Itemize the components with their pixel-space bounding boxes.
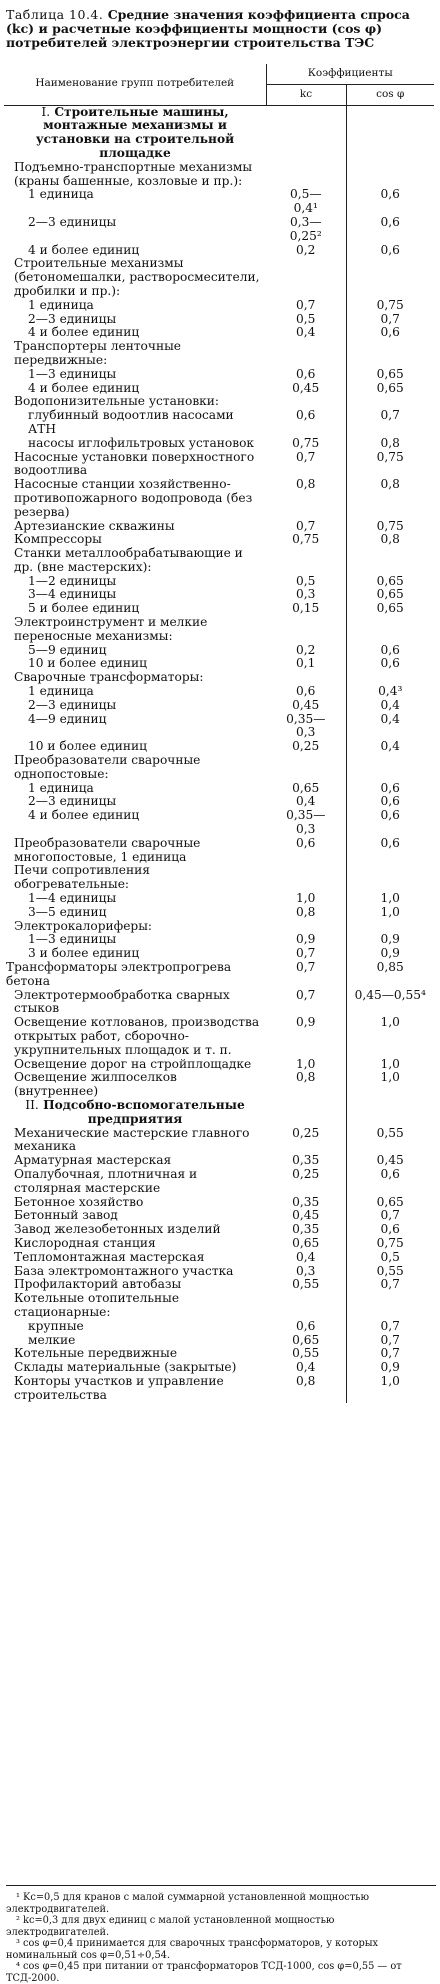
cos-value: 0,6 xyxy=(380,835,400,850)
consumer-name: 3—5 единиц xyxy=(28,904,107,919)
cos-value: 0,85 xyxy=(376,960,404,974)
kc-value: 0,35— 0,3 xyxy=(266,809,346,837)
cos-value: 0,6 xyxy=(380,642,400,657)
cos-value: 0,6 xyxy=(380,325,400,340)
consumer-name: Строительные механизмы (бетономешалки, растворосмесители, дробилки и пр.): xyxy=(14,256,260,298)
table-row xyxy=(4,699,434,713)
cos-value xyxy=(346,920,434,934)
cos-value: 0,6 xyxy=(380,794,400,809)
kc-value: 0,6 xyxy=(266,409,346,437)
kc-value: 0,4 xyxy=(266,1361,346,1375)
kc-value: 0,6 xyxy=(266,368,346,382)
cos-value: 0,8 xyxy=(380,435,400,450)
table-row xyxy=(4,906,434,920)
consumer-name: мелкие xyxy=(28,1332,76,1347)
kc-value: 0,15 xyxy=(266,602,346,616)
cos-value: 0,4 xyxy=(380,739,400,754)
cos-value: 0,75 xyxy=(376,297,404,312)
cos-value xyxy=(346,864,434,892)
table-row xyxy=(4,864,434,892)
consumer-name: 5—9 единиц xyxy=(28,642,107,657)
table-row xyxy=(4,216,434,244)
table-row xyxy=(4,671,434,685)
cos-value: 0,75 xyxy=(376,1235,404,1250)
consumer-name: Опалубочная, плотничная и столярная мастерские xyxy=(14,1166,198,1195)
cos-value: 1,0 xyxy=(380,891,400,906)
table-row xyxy=(4,1361,434,1375)
cos-value: 0,55 xyxy=(376,1263,404,1278)
table-row xyxy=(4,809,434,837)
consumer-name: Транспортеры ленточные передвижные: xyxy=(14,339,181,367)
table-row xyxy=(4,657,434,671)
header-kc: kс xyxy=(266,84,346,105)
table-row xyxy=(4,478,434,519)
table-row xyxy=(4,1278,434,1292)
kc-value: 0,2 xyxy=(266,244,346,258)
consumer-name: Трансформаторы электропрогрева бетона xyxy=(6,960,232,988)
consumer-name: Арматурная мастерская xyxy=(14,1153,172,1168)
section-row xyxy=(4,1099,434,1127)
consumer-name: 3—4 единицы xyxy=(28,587,117,602)
consumer-name: 4—9 единиц xyxy=(28,711,107,726)
consumer-name: Подъемно-транспортные механизмы (краны башенные, козловые и пр.): xyxy=(14,159,253,188)
cos-value xyxy=(346,161,434,189)
consumer-name: насосы иглофильтровых установок xyxy=(28,435,255,450)
kc-value xyxy=(266,754,346,782)
table-row xyxy=(4,1347,434,1361)
consumer-name: Бетонное хозяйство xyxy=(14,1194,144,1209)
cos-value: 0,9 xyxy=(380,946,400,961)
cos-value: 0,65 xyxy=(376,1194,404,1209)
cos-value: 0,4 xyxy=(380,711,400,726)
table-row xyxy=(4,161,434,189)
cos-value: 0,4³ xyxy=(378,684,403,699)
consumer-name: Освещение котлованов, производства открытых работ, сборочно-укрупнительных площадок и т. п. xyxy=(14,1015,260,1057)
table-row xyxy=(4,892,434,906)
cos-value: 0,6 xyxy=(380,187,400,202)
consumer-name: 4 и более единиц xyxy=(28,242,140,257)
kc-value: 0,4 xyxy=(266,795,346,809)
kc-value xyxy=(266,920,346,934)
consumer-name: Водопонизительные установки: xyxy=(14,394,220,409)
table-row xyxy=(4,409,434,437)
table-row xyxy=(4,1334,434,1348)
consumer-name: Котельные отопительные стационарные: xyxy=(14,1291,180,1319)
kc-value xyxy=(266,395,346,409)
table-row xyxy=(4,1058,434,1072)
cos-value: 0,6 xyxy=(380,1166,400,1181)
table-row xyxy=(4,1375,434,1403)
consumer-name: 1 единица xyxy=(28,780,94,795)
consumer-name: Тепломонтажная мастерская xyxy=(14,1249,205,1264)
cos-value: 0,7 xyxy=(380,311,400,326)
cos-value: 0,4 xyxy=(380,697,400,712)
footnote: ¹ Kс=0,5 для кранов с малой суммарной установленной мощностью электродвигателей. xyxy=(6,1892,369,1915)
kc-value: 0,6 xyxy=(266,1320,346,1334)
table-row xyxy=(4,299,434,313)
kc-value: 0,7 xyxy=(266,299,346,313)
consumer-name: Профилакторий автобазы xyxy=(14,1277,182,1292)
consumer-name: глубинный водоотлив насосами АТН xyxy=(28,408,234,436)
table-row xyxy=(4,1154,434,1168)
section-label: Строительные машины, монтажные механизмы и установки на строительной площадке xyxy=(35,104,235,160)
cos-value: 0,45—0,55⁴ xyxy=(354,987,426,1002)
table-row xyxy=(4,989,434,1017)
table-row xyxy=(4,588,434,602)
cos-value: 0,75 xyxy=(376,518,404,533)
kc-value: 0,55 xyxy=(266,1347,346,1361)
table-row xyxy=(4,1127,434,1155)
kc-value: 0,9 xyxy=(266,1016,346,1057)
section-number: I. xyxy=(41,104,51,119)
cos-value: 0,65 xyxy=(376,366,404,381)
table-row xyxy=(4,1016,434,1057)
consumer-name: Котельные передвижные xyxy=(14,1346,178,1361)
cos-value: 1,0 xyxy=(380,904,400,919)
consumer-name: 2—3 единицы xyxy=(28,214,117,229)
consumer-name: Насосные станции хозяйственно-противопожарного водопровода (без резерва) xyxy=(14,477,253,519)
kc-value xyxy=(266,616,346,644)
consumer-name: Печи сопротивления обогревательные: xyxy=(14,863,150,892)
cos-value: 0,7 xyxy=(380,1332,400,1347)
kc-value: 0,6 xyxy=(266,685,346,699)
table-row xyxy=(4,947,434,961)
section-heading xyxy=(4,105,266,161)
kc-value: 0,65 xyxy=(266,1237,346,1251)
table-row xyxy=(4,685,434,699)
table-row xyxy=(4,1209,434,1223)
kc-value: 1,0 xyxy=(266,1058,346,1072)
consumer-name: Освещение жилпоселков (внутреннее) xyxy=(14,1070,177,1099)
section-number: II. xyxy=(25,1097,39,1112)
kc-value xyxy=(266,257,346,298)
kc-value: 0,3— 0,25² xyxy=(266,216,346,244)
kc-value: 0,25 xyxy=(266,740,346,754)
cos-value: 0,45 xyxy=(376,1153,404,1168)
table-row xyxy=(4,713,434,741)
table-row xyxy=(4,368,434,382)
consumer-name: 2—3 единицы xyxy=(28,794,117,809)
cos-value: 0,65 xyxy=(376,573,404,588)
kc-value: 0,25 xyxy=(266,1168,346,1196)
cos-value: 0,7 xyxy=(380,1318,400,1333)
table-row xyxy=(4,1320,434,1334)
kc-value xyxy=(266,671,346,685)
consumer-name: Преобразователи сварочные многопостовые, 1 единица xyxy=(14,835,201,864)
table-row xyxy=(4,602,434,616)
table-row xyxy=(4,1237,434,1251)
header-coefficients: Коэффициенты xyxy=(266,64,434,84)
kc-value: 0,8 xyxy=(266,478,346,519)
kc-value: 0,35 xyxy=(266,1196,346,1210)
table-row xyxy=(4,1196,434,1210)
cos-value: 1,0 xyxy=(380,1015,400,1030)
kc-value: 1,0 xyxy=(266,892,346,906)
kc-value: 0,7 xyxy=(266,520,346,534)
table-row xyxy=(4,575,434,589)
kc-value xyxy=(266,547,346,575)
kc-value: 0,9 xyxy=(266,933,346,947)
cos-value: 0,6 xyxy=(380,1222,400,1237)
cos-value: 0,6 xyxy=(380,214,400,229)
cos-value: 0,9 xyxy=(380,1360,400,1375)
consumer-name: Сварочные трансформаторы: xyxy=(14,670,204,685)
kc-value: 0,1 xyxy=(266,657,346,671)
table-body xyxy=(4,105,434,1402)
kc-value: 0,7 xyxy=(266,989,346,1017)
table-row xyxy=(4,740,434,754)
consumer-name: Механические мастерские главного механика xyxy=(14,1125,250,1154)
footnote: ⁴ cos φ=0,45 при питании от трансформаторов ТСД-1000, cos φ=0,55 — от ТСД-2000. xyxy=(6,1961,402,1984)
empty-cell xyxy=(266,1099,346,1127)
consumer-name: 1 единица xyxy=(28,297,94,312)
kc-value xyxy=(266,340,346,368)
cos-value: 0,6 xyxy=(380,808,400,823)
consumer-name: База электромонтажного участка xyxy=(14,1263,234,1278)
table-row xyxy=(4,257,434,298)
cos-value: 0,65 xyxy=(376,380,404,395)
cos-value xyxy=(346,671,434,685)
consumer-name: Освещение дорог на стройплощадке xyxy=(14,1056,252,1071)
table-row xyxy=(4,547,434,575)
table-row xyxy=(4,1168,434,1196)
kc-value: 0,8 xyxy=(266,1071,346,1099)
consumer-name: Электрокалориферы: xyxy=(14,918,153,933)
kc-value: 0,45 xyxy=(266,699,346,713)
consumer-name: 5 и более единиц xyxy=(28,601,140,616)
consumer-name: 10 и более единиц xyxy=(28,656,148,671)
kc-value: 0,55 xyxy=(266,1278,346,1292)
consumer-name: Конторы участков и управление строительства xyxy=(14,1373,224,1402)
consumer-name: 4 и более единиц xyxy=(28,380,140,395)
consumer-name: 1—3 единицы xyxy=(28,932,117,947)
consumer-name: 1 единица xyxy=(28,187,94,202)
cos-value: 0,6 xyxy=(380,656,400,671)
table-row xyxy=(4,1071,434,1099)
table-row xyxy=(4,382,434,396)
table-row xyxy=(4,520,434,534)
kc-value: 0,35 xyxy=(266,1154,346,1168)
table-row xyxy=(4,754,434,782)
consumer-name: 1—4 единицы xyxy=(28,891,117,906)
kc-value xyxy=(266,864,346,892)
consumer-name: Склады материальные (закрытые) xyxy=(14,1360,237,1375)
consumer-name: 1 единица xyxy=(28,684,94,699)
consumer-name: Кислородная станция xyxy=(14,1235,156,1250)
table-title: Средние значения коэффициента спроса (kс) и расчетные коэффициенты мощности (cos φ) потребителей электроэнергии строительства ТЭС xyxy=(6,7,410,50)
consumer-name: Электротермообработка сварных стыков xyxy=(14,987,230,1016)
section-heading xyxy=(4,1099,266,1127)
kc-value: 0,35— 0,3 xyxy=(266,713,346,741)
cos-value xyxy=(346,754,434,782)
table-row xyxy=(4,782,434,796)
table-caption xyxy=(6,8,436,50)
consumer-name: Завод железобетонных изделий xyxy=(14,1222,221,1237)
cos-value: 0,7 xyxy=(380,408,400,423)
empty-cell xyxy=(266,105,346,161)
kc-value: 0,7 xyxy=(266,947,346,961)
cos-value: 1,0 xyxy=(380,1056,400,1071)
coefficients-table xyxy=(4,64,434,1403)
table-row xyxy=(4,961,434,989)
consumer-name: 1—3 единицы xyxy=(28,366,117,381)
table-row xyxy=(4,837,434,865)
cos-value xyxy=(346,547,434,575)
kc-value: 0,75 xyxy=(266,533,346,547)
kc-value xyxy=(266,161,346,189)
kc-value: 0,2 xyxy=(266,644,346,658)
kc-value: 0,3 xyxy=(266,1265,346,1279)
cos-value: 0,7 xyxy=(380,1346,400,1361)
cos-value: 0,7 xyxy=(380,1208,400,1223)
consumer-name: 4 и более единиц xyxy=(28,325,140,340)
table-row xyxy=(4,313,434,327)
cos-value: 0,7 xyxy=(380,1277,400,1292)
cos-value: 0,8 xyxy=(380,532,400,547)
table-row xyxy=(4,795,434,809)
cos-value: 0,65 xyxy=(376,587,404,602)
cos-value: 0,55 xyxy=(376,1125,404,1140)
cos-value: 0,9 xyxy=(380,932,400,947)
kc-value: 0,35 xyxy=(266,1223,346,1237)
empty-cell xyxy=(346,1099,434,1127)
consumer-name: Станки металлообрабатывающие и др. (вне мастерских): xyxy=(14,546,243,574)
consumer-name: 4 и более единиц xyxy=(28,808,140,823)
consumer-name: 3 и более единиц xyxy=(28,946,140,961)
section-row xyxy=(4,105,434,161)
kc-value: 0,8 xyxy=(266,906,346,920)
consumer-name: Преобразователи сварочные однопостовые: xyxy=(14,753,201,781)
table-row xyxy=(4,644,434,658)
table-row xyxy=(4,395,434,409)
table-row xyxy=(4,920,434,934)
cos-value xyxy=(346,257,434,298)
table-row xyxy=(4,326,434,340)
section-label: Подсобно-вспомогательные предприятия xyxy=(43,1097,245,1126)
header-cos: cos φ xyxy=(346,84,434,105)
kc-value: 0,75 xyxy=(266,437,346,451)
cos-value: 0,65 xyxy=(376,601,404,616)
table-row xyxy=(4,1292,434,1320)
consumer-name: Компрессоры xyxy=(14,532,102,547)
kc-value: 0,3 xyxy=(266,588,346,602)
table-number: Таблица 10.4. xyxy=(6,7,104,22)
consumer-name: Артезианские скважины xyxy=(14,518,175,533)
table-row xyxy=(4,1223,434,1237)
table-row xyxy=(4,244,434,258)
cos-value xyxy=(346,1292,434,1320)
kc-value: 0,8 xyxy=(266,1375,346,1403)
cos-value: 1,0 xyxy=(380,1373,400,1388)
kc-value: 0,7 xyxy=(266,961,346,989)
table-row xyxy=(4,616,434,644)
kc-value: 0,65 xyxy=(266,782,346,796)
kc-value: 0,45 xyxy=(266,1209,346,1223)
consumer-name: 2—3 единицы xyxy=(28,311,117,326)
cos-value xyxy=(346,616,434,644)
header-group-name: Наименование групп потребителей xyxy=(4,64,266,105)
cos-value xyxy=(346,340,434,368)
consumer-name: Бетонный завод xyxy=(14,1208,118,1223)
table-row xyxy=(4,533,434,547)
kc-value: 0,5— 0,4¹ xyxy=(266,188,346,216)
consumer-name: 1—2 единицы xyxy=(28,573,117,588)
cos-value: 0,5 xyxy=(380,1249,400,1264)
consumer-name: 2—3 единицы xyxy=(28,697,117,712)
kc-value: 0,45 xyxy=(266,382,346,396)
table-row xyxy=(4,933,434,947)
consumer-name: 10 и более единиц xyxy=(28,739,148,754)
consumer-name: крупные xyxy=(28,1318,84,1333)
kc-value: 0,25 xyxy=(266,1127,346,1155)
cos-value: 0,6 xyxy=(380,242,400,257)
table-row xyxy=(4,188,434,216)
empty-cell xyxy=(346,105,434,161)
kc-value: 0,7 xyxy=(266,451,346,479)
consumer-name: Насосные установки поверхностного водоотлива xyxy=(14,449,255,478)
table-row xyxy=(4,451,434,479)
cos-value xyxy=(346,395,434,409)
cos-value: 0,8 xyxy=(380,477,400,492)
table-row xyxy=(4,437,434,451)
footnote: ² kс=0,3 для двух единиц с малой установленной мощностью электродвигателей. xyxy=(6,1915,335,1938)
kc-value: 0,4 xyxy=(266,1251,346,1265)
kc-value: 0,4 xyxy=(266,326,346,340)
kc-value: 0,5 xyxy=(266,575,346,589)
cos-value: 1,0 xyxy=(380,1070,400,1085)
cos-value: 0,75 xyxy=(376,449,404,464)
table-row xyxy=(4,1251,434,1265)
kc-value xyxy=(266,1292,346,1320)
kc-value: 0,5 xyxy=(266,313,346,327)
footnotes xyxy=(6,1885,436,1984)
table-row xyxy=(4,1265,434,1279)
consumer-name: Электроинструмент и мелкие переносные механизмы: xyxy=(14,615,208,643)
kc-value: 0,65 xyxy=(266,1334,346,1348)
cos-value: 0,6 xyxy=(380,780,400,795)
table-row xyxy=(4,340,434,368)
footnote: ³ cos φ=0,4 принимается для сварочных трансформаторов, у которых номинальный cos φ=0,51÷0,54. xyxy=(6,1938,379,1961)
kc-value: 0,6 xyxy=(266,837,346,865)
